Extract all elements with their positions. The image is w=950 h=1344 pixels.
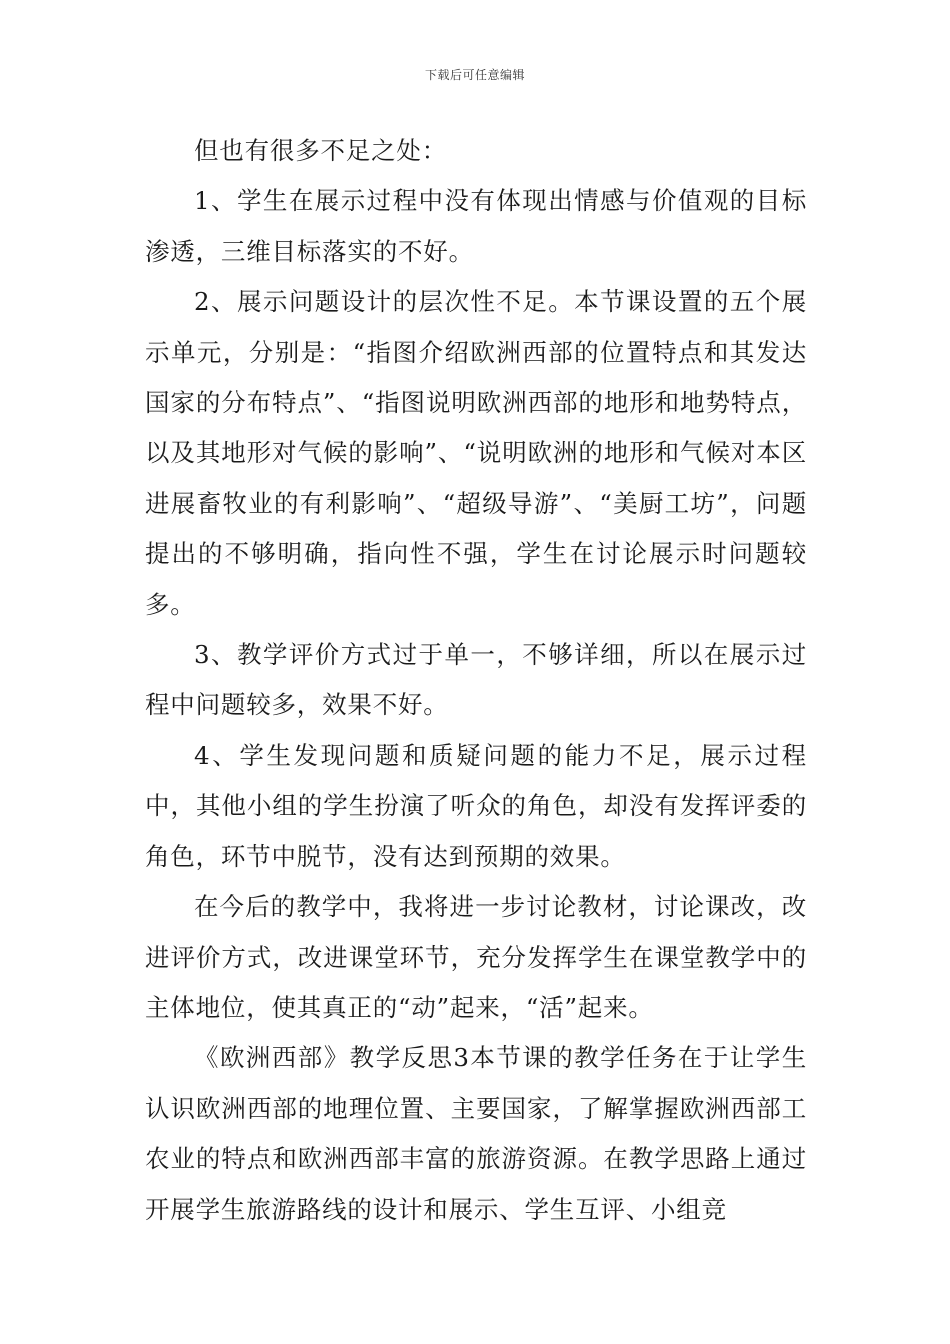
page-header: 下载后可任意编辑 — [424, 68, 525, 82]
paragraph-intro: 但也有很多不足之处： — [194, 136, 447, 165]
paragraph-reflection-3: 《欧洲西部》教学反思3本节课的教学任务在于让学生认识欧洲西部的地理位置、主要国家，了解掌握欧洲西部工农业的特点和欧洲西部丰富的旅游资源。在教学思路上通过开展学生旅游路线的设计和展示、学生互评、小组竞 — [145, 1043, 807, 1224]
paragraph-point-4: 4、学生发现问题和质疑问题的能力不足，展示过程中，其他小组的学生扮演了听众的角色，却没有发挥评委的角色，环节中脱节，没有达到预期的效果。 — [145, 740, 807, 871]
paragraph-point-3: 3、教学评价方式过于单一，不够详细，所以在展示过程中问题较多，效果不好。 — [145, 640, 807, 720]
paragraph-point-1: 1、学生在展示过程中没有体现出情感与价值观的目标渗透，三维目标落实的不好。 — [145, 186, 807, 266]
paragraph-point-2: 2、展示问题设计的层次性不足。本节课设置的五个展示单元，分别是：“指图介绍欧洲西部的位置特点和其发达国家的分布特点”、“指图说明欧洲西部的地形和地势特点，以及其地形对气候的影响”、“说明欧洲的地形和气候对本区进展畜牧业的有利影响”、“超级导游”、“美厨工坊”，问题提出的不够明确，指向性不强，学生在讨论展示时问题较多。 — [145, 287, 807, 619]
document-body — [145, 126, 807, 1235]
paragraph-future-plan: 在今后的教学中，我将进一步讨论教材，讨论课改，改进评价方式，改进课堂环节，充分发挥学生在课堂教学中的主体地位，使其真正的“动”起来，“活”起来。 — [145, 892, 807, 1022]
